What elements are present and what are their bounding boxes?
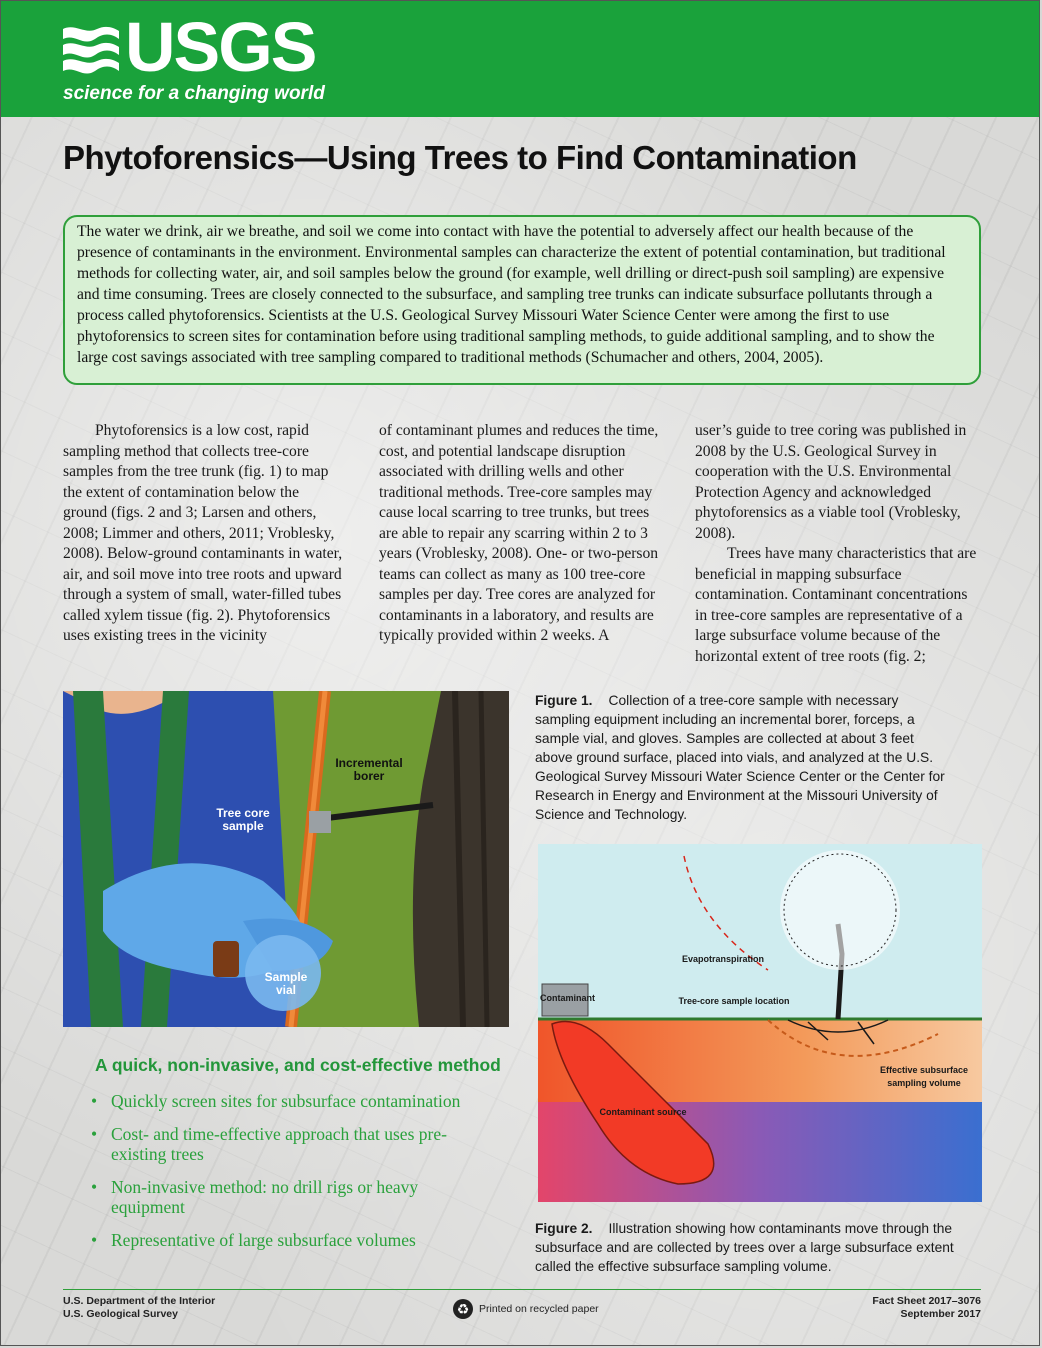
figure-2-caption [535, 1219, 975, 1276]
body-paragraph: Phytoforensics is a low cost, rapid sampling method that collects tree-core samples from the tree trunk (fig. 1) to map the extent of contamination below the ground (figs. 2 and 3; Larsen and others, 2008; Limmer and others, 2011; Vroblesky, 2008). Below-ground contaminants in water, air, and soil move into tree roots and upward through a system of small, water-filled tubes called xylem tissue (fig. 2). Phytoforensics uses existing trees in the vicinity [63, 422, 343, 644]
body-column-2 [379, 421, 659, 647]
label-contaminant-source: Contaminant source [599, 1107, 687, 1117]
figure-1-photo [63, 691, 509, 1027]
figure-1-caption-text: Collection of a tree-core sample with necessary sampling equipment including an incremental borer, forceps, a sample vial, and gloves. Samples are collected at about 3 feet above ground surface, placed into vials, and analyzed at the U.S. Geological Survey Missouri Water Science Center or the Center for Research in Energy and Environment at the Missouri University of Science and Technology. [535, 693, 945, 822]
figure-2-diagram [538, 844, 982, 1202]
list-item: • Quickly screen sites for subsurface contamination [89, 1091, 469, 1111]
label-effective-volume: Effective subsurface sampling volume [879, 1065, 969, 1088]
body-paragraph: Trees have many characteristics that are beneficial in mapping subsurface contamination. Contaminant concentrations in tree-core samples are representative of a large subsurface volume because of the horizontal extent of tree roots (fig. 2; [695, 545, 977, 665]
benefits-list [89, 1091, 469, 1263]
usgs-tagline: science for a changing world [63, 83, 325, 104]
figure-1-label: Figure 1. [535, 693, 593, 708]
summary-text: The water we drink, air we breathe, and soil we come into contact with have the potential to adversely affect our health because of the presence of contaminants in the environment. Environmental samples can characterize the extent of potential contamination, but traditional methods for collecting water, air, and soil samples below the ground (for example, well drilling or direct-push soil sampling) are expensive and time consuming. Trees are closely connected to the subsurface, and sampling tree trunks can indicate subsurface pollutants through a process called phytoforensics. Scientists at the U.S. Geological Survey Missouri Water Science Center were among the first to use phytoforensics to screen sites for contamination before using traditional sampling methods, to guide additional sampling, and to show the large cost savings associated with tree sampling compared to traditional methods (Schumacher and others, 2004, 2005). [77, 223, 946, 366]
page-title: Phytoforensics—Using Trees to Find Contamination [63, 139, 857, 176]
benefits-heading: A quick, non-invasive, and cost-effective method [95, 1055, 501, 1075]
footer-agency: U.S. Geological Survey [63, 1308, 178, 1320]
callout-tree-core-sample: Tree core sample [216, 806, 270, 833]
list-item: • Non-invasive method: no drill rigs or heavy equipment [89, 1177, 469, 1217]
subsurface-contamination-diagram [538, 844, 982, 1202]
footer-left [63, 1295, 215, 1321]
footer-right [861, 1295, 981, 1321]
callout-incremental-borer: Incremental borer [335, 756, 403, 783]
footer-department: U.S. Department of the Interior [63, 1295, 216, 1307]
list-item: • Cost- and time-effective approach that uses pre-existing trees [89, 1124, 469, 1164]
footer-recycled-text: Printed on recycled paper [479, 1302, 599, 1315]
recycle-icon: ♻ [453, 1299, 473, 1319]
callout-sample-vial: Sample vial [264, 970, 308, 997]
list-item: • Representative of large subsurface volumes [89, 1230, 469, 1250]
footer-divider [63, 1289, 981, 1290]
body-column-1 [63, 421, 343, 647]
body-paragraph: of contaminant plumes and reduces the time, cost, and potential landscape disruption associated with drilling wells and other traditional methods. Tree-core samples may cause local scarring to tree trunks, but trees are able to repair any scarring within 2 to 3 years (Vroblesky, 2008). One- or two-person teams can collect as many as 100 tree-core samples per day. Tree cores are analyzed for contaminants in a laboratory, and results are typically provided within 2 weeks. A [379, 422, 659, 644]
body-column-3 [695, 421, 981, 667]
usgs-header [1, 1, 1040, 117]
footer-date: September 2017 [900, 1308, 981, 1320]
figure-2-caption-text: Illustration showing how contaminants move through the subsurface and are collected by trees over a large subsurface extent called the effective subsurface sampling volume. [535, 1221, 954, 1274]
footer-recycled [453, 1299, 599, 1319]
usgs-wave-logo-icon [61, 19, 121, 81]
figure-1-caption [535, 691, 955, 824]
figure-2-label: Figure 2. [535, 1221, 593, 1236]
body-paragraph: user’s guide to tree coring was published in 2008 by the U.S. Geological Survey in cooperation with the U.S. Environmental Protection Agency and acknowledged phytoforensics as a viable tool (Vroblesky, 2008). [695, 422, 967, 542]
usgs-logo-text: USGS [125, 8, 316, 86]
summary-box [63, 215, 981, 385]
label-contaminant: Contaminant [540, 993, 595, 1003]
footer-fact-sheet: Fact Sheet 2017–3076 [872, 1295, 981, 1307]
label-tree-core-location: Tree-core sample location [678, 996, 790, 1006]
label-evapotranspiration: Evapotranspiration [681, 954, 764, 964]
